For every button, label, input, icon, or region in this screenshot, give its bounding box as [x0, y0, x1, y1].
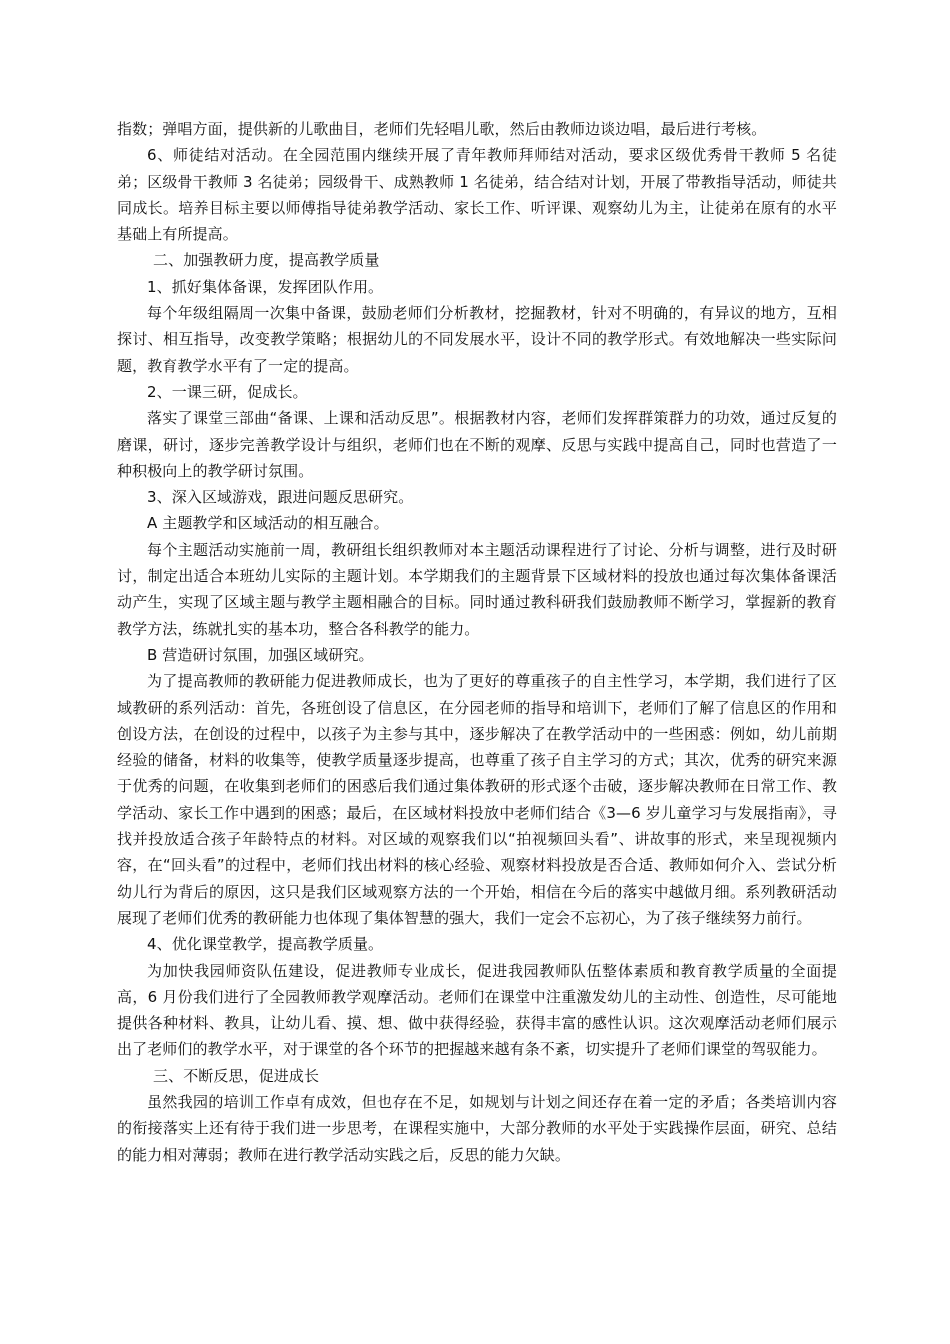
subheading-a-integration: A 主题教学和区域活动的相互融合。 — [147, 514, 389, 533]
paragraph-continuation: 指数；弹唱方面，提供新的儿歌曲目，老师们先轻唱儿歌，然后由教师边谈边唱，最后进行考核。 — [117, 120, 767, 138]
paragraph-teaching-observation: 为加快我园师资队伍建设，促进教师专业成长，促进我园教师队伍整体素质和教育教学质量的全面提高，6 月份我们进行了全园教师教学观摩活动。老师们在课堂中注重激发幼儿的主动性、创造性，尽可能地提供各种材料、教具，让幼儿看、摸、想、做中获得经验，获得丰富的感性认识。这次观摩活动老师们展示出了老师们的教学水平，对于课堂的各个环节的把握越来越有条不紊，切实提升了老师们课堂的驾驭能力。 — [117, 961, 837, 1059]
subheading-b-research-atmosphere: B 营造研讨氛围，加强区域研究。 — [147, 645, 374, 664]
paragraph-regional-research: 为了提高教师的教研能力促进教师成长，也为了更好的尊重孩子的自主性学习，本学期，我们进行了区域教研的系列活动：首先，各班创设了信息区，在分园老师的指导和培训下，老师们了解了信息区的作用和创设方法，在创设的过程中，以孩子为主参与其中，逐步解决了在教学活动中的一些困惑：例如，幼儿前期经验的储备，材料的收集等，使教学质量逐步提高，也尊重了孩子自主学习的方式；其次，优秀的研究来源于优秀的问题，在收集到老师们的困惑后我们通过集体教研的形式逐个击破，逐步解决教师在日常工作、教学活动、家长工作中遇到的困惑；最后，在区域材料投放中老师们结合《3—6 岁儿童学习与发展指南》，寻找并投放适合孩子年龄特点的材料。对区域的观察我们以“拍视频回头看”、讲故事的形式，来呈现视频内容，在“回头看”的过程中，老师们找出材料的核心经验、观察材料投放是否合适、教师如何介入、尝试分析幼儿行为背后的原因，这只是我们区域观察方法的一个开始，相信在今后的落实中越做月细。系列教研活动展现了老师们优秀的教研能力也体现了集体智慧的强大，我们一定会不忘初心，为了孩子继续努力前行。 — [117, 672, 837, 927]
paragraph-reflection: 虽然我园的培训工作卓有成效，但也存在不足，如规划与计划之间还存在着一定的矛盾；各类培训内容的衔接落实上还有待于我们进一步思考，在课程实施中，大部分教师的水平处于实践操作层面，研究、总结的能力相对薄弱；教师在进行教学活动实践之后，反思的能力欠缺。 — [117, 1092, 837, 1164]
paragraph-mentorship: 6、师徒结对活动。在全园范围内继续开展了青年教师拜师结对活动，要求区级优秀骨干教师 5 名徒弟；区级骨干教师 3 名徒弟；园级骨干、成熟教师 1 名徒弟，结合结对计划，开展了带教指导活动，师徒共同成长。培养目标主要以师傅指导徒弟教学活动、家长工作、听评课、观察幼儿为主，让徒弟在原有的水平基础上有所提高。 — [117, 146, 837, 244]
paragraph-integration: 每个主题活动实施前一周，教研组长组织教师对本主题活动课程进行了讨论、分析与调整，进行及时研讨，制定出适合本班幼儿实际的主题计划。本学期我们的主题背景下区域材料的投放也通过每次集体备课活动产生，实现了区域主题与教学主题相融合的目标。同时通过教科研我们鼓励教师不断学习，掌握新的教育教学方法，练就扎实的基本功，整合各科教学的能力。 — [117, 540, 837, 638]
subheading-regional-games: 3、深入区域游戏，跟进问题反思研究。 — [147, 488, 414, 507]
section-heading-3: 三、不断反思，促进成长 — [153, 1066, 320, 1085]
paragraph-lesson-prep: 每个年级组隔周一次集中备课，鼓励老师们分析教材，挖掘教材，针对不明确的，有异议的地方，互相探讨、相互指导，改变教学策略；根据幼儿的不同发展水平，设计不同的教学形式。有效地解决一些实际问题，教育教学水平有了一定的提高。 — [117, 304, 837, 375]
section-heading-2: 二、加强教研力度，提高教学质量 — [153, 251, 380, 270]
paragraph-three-studies: 落实了课堂三部曲“备课、上课和活动反思”。根据教材内容，老师们发挥群策群力的功效，通过反复的磨课，研讨，逐步完善教学设计与组织，老师们也在不断的观摩、反思与实践中提高自己，同时也营造了一种积极向上的教学研讨氛围。 — [117, 409, 837, 480]
subheading-collective-lesson-prep: 1、抓好集体备课，发挥团队作用。 — [147, 277, 384, 296]
document-body — [117, 116, 837, 1168]
subheading-optimize-teaching: 4、优化课堂教学，提高教学质量。 — [147, 935, 384, 954]
subheading-one-lesson-three-studies: 2、一课三研，促成长。 — [147, 382, 308, 401]
